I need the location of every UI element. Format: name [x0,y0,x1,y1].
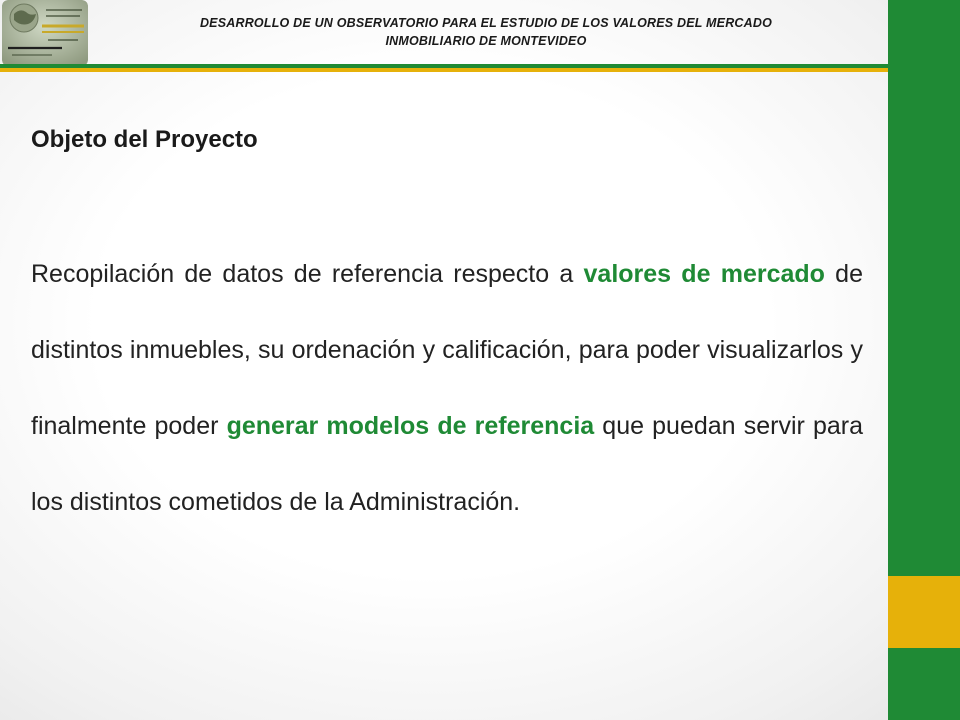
paragraph-text-1: Recopilación de datos de referencia respecto a [31,260,584,288]
paragraph-text-3: que puedan servir para los distintos cometidos de la Administración. [31,412,863,516]
highlight-market-values: valores de mercado [583,260,825,288]
body-paragraph [31,236,863,540]
congress-logo-icon [2,0,88,66]
paragraph-text-2: de distintos inmuebles, su ordenación y calificación, para poder visualizarlos y finalmente poder [31,260,863,440]
header-title-line-2: INMOBILIARIO DE MONTEVIDEO [385,34,587,48]
presentation-header-title [92,14,880,50]
header-title-line-1: DESARROLLO DE UN OBSERVATORIO PARA EL ESTUDIO DE LOS VALORES DEL MERCADO [199,16,773,30]
side-bar-yellow-accent [888,576,960,648]
section-title: Objeto del Proyecto [31,126,258,153]
highlight-reference-models: generar modelos de referencia [226,412,595,440]
header-rule-yellow [0,68,888,72]
